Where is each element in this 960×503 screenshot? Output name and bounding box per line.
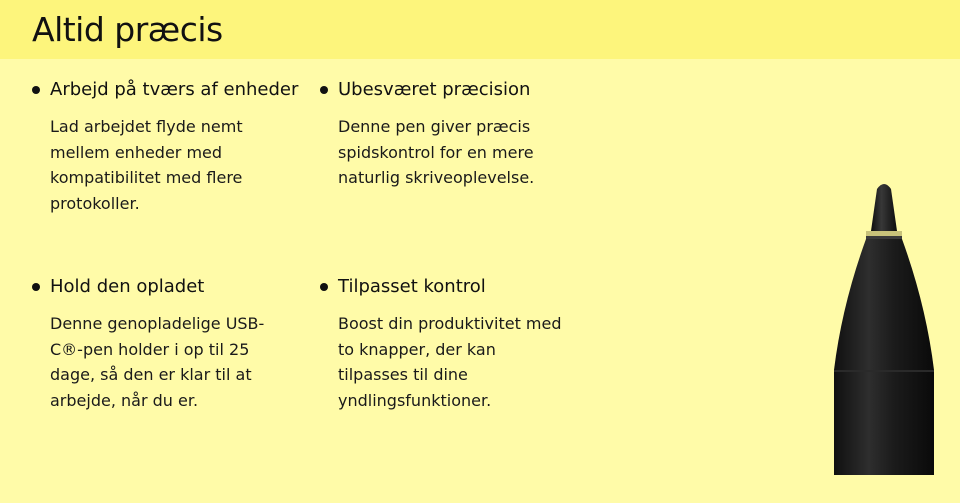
feature-description: Boost din produktivitet med to knapper, der kan tilpasses til dine yndlingsfunktioner. xyxy=(338,314,562,410)
feature-heading-text: Ubesværet præcision xyxy=(338,79,531,100)
feature-heading-text: Arbejd på tværs af enheder xyxy=(50,79,299,100)
feature-cross-device xyxy=(32,78,299,216)
bullet-icon xyxy=(32,283,40,291)
header-band xyxy=(0,0,960,59)
bullet-icon xyxy=(320,283,328,291)
stylus-pen-icon xyxy=(820,175,950,475)
feature-heading-text: Hold den opladet xyxy=(50,276,205,297)
bullet-icon xyxy=(320,86,328,94)
page-title: Altid præcis xyxy=(32,10,223,49)
feature-heading-text: Tilpasset kontrol xyxy=(338,276,486,297)
feature-description: Denne pen giver præcis spidskontrol for en mere naturlig skriveoplevelse. xyxy=(338,117,535,187)
feature-heading xyxy=(32,78,299,102)
feature-description: Lad arbejdet flyde nemt mellem enheder med kompatibilitet med flere protokoller. xyxy=(50,117,243,213)
stylus-pen-image xyxy=(820,175,950,475)
feature-custom-control xyxy=(320,275,580,413)
feature-heading xyxy=(320,78,580,102)
feature-description: Denne genopladelige USB-C®-pen holder i op til 25 dage, så den er klar til at arbejde, når du er. xyxy=(50,314,265,410)
feature-heading xyxy=(320,275,580,299)
feature-heading xyxy=(32,275,292,299)
bullet-icon xyxy=(32,86,40,94)
feature-precision xyxy=(320,78,580,191)
feature-charging xyxy=(32,275,292,413)
